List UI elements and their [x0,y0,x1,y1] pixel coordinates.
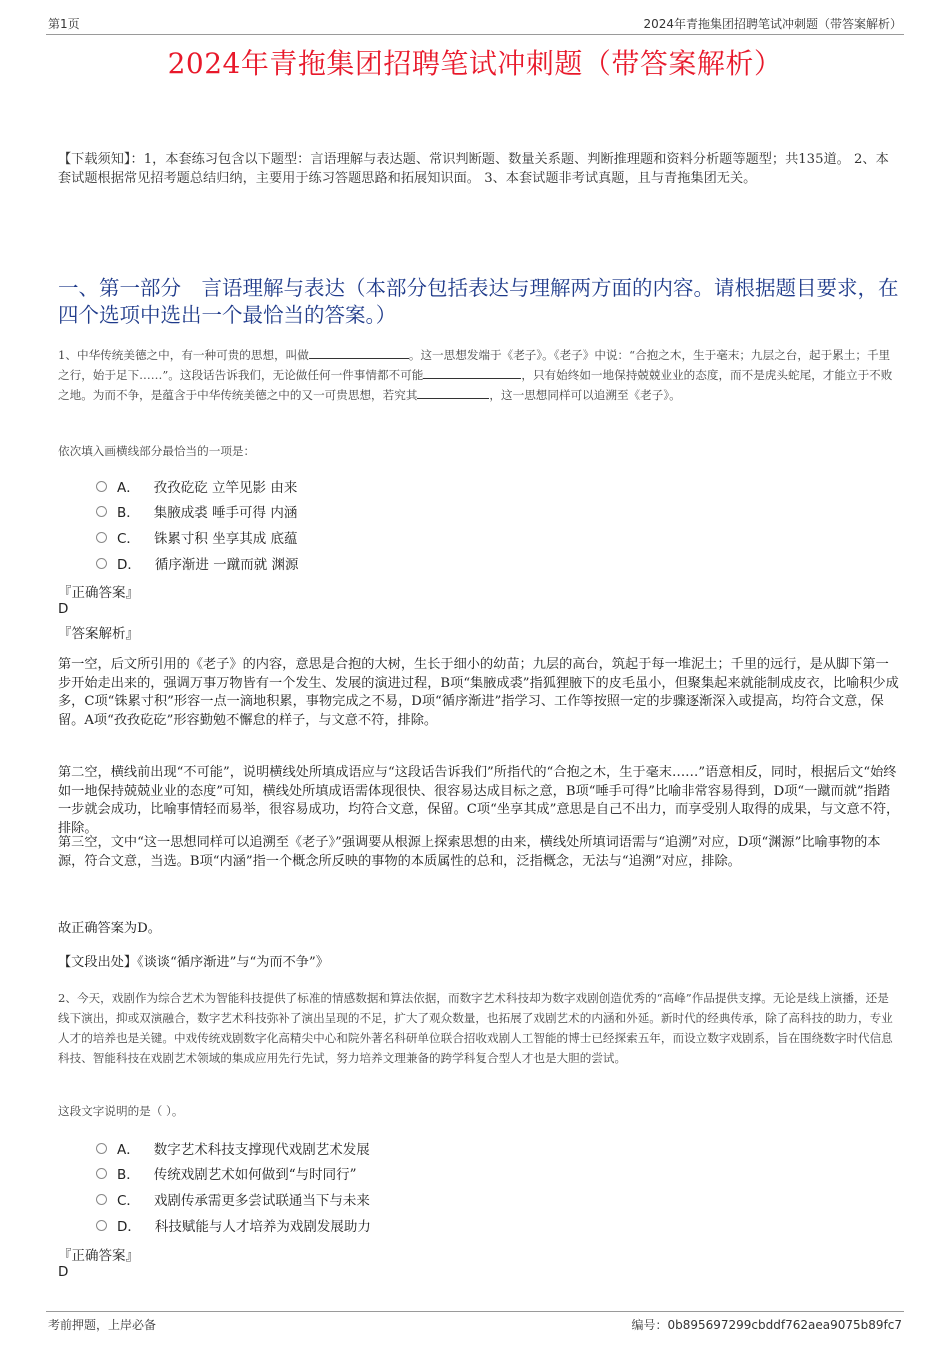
radio-icon[interactable] [96,506,107,517]
question-2-stem: 2、今天，戏剧作为综合艺术为智能科技提供了标准的情感数据和算法依据，而数字艺术科技却为数字戏剧创造优秀的“高峰”作品提供支撑。无论是线上演播，还是线下演出，抑或双演融合，数字艺术科技弥补了演出呈现的不足，扩大了观众数量，也拓展了戏剧艺术的内涵和外延。新时代的经典传承，除了高科技的助力，专业人才的培养也是关键。中戏传统戏剧数字化高精尖中心和院外著名科研单位联合招收戏剧人工智能的博士已经探索五年，而设立数字戏剧系，旨在围绕数字时代信息科技、智能科技在戏剧艺术领域的集成应用先行先试，努力培养文理兼备的跨学科复合型人才也是大胆的尝试。 [58,991,893,1065]
option-b[interactable]: B． 集腋成裘 唾手可得 内涵 [96,500,297,522]
fill-blank [309,345,409,359]
radio-icon[interactable] [96,481,107,492]
analysis-paragraph-3: 第三空，文中“这一思想同样可以追溯至《老子》”强调要从根源上探索思想的由来，横线处所填词语需与“追溯”对应，D项“渊源”比喻事物的本源，符合文意，当选。B项“内涵”指一个概念所反映的事物的本质属性的总和，泛指概念，无法与“追溯”对应，排除。 [58,835,881,869]
option-c[interactable]: C． 铢累寸积 坐享其成 底蕴 [96,526,298,548]
correct-answer: D [58,1264,69,1280]
option-b[interactable]: B． 传统戏剧艺术如何做到“与时同行” [96,1162,357,1184]
download-notice: 【下载须知】：1，本套练习包含以下题型：言语理解与表达题、常识判断题、数量关系题、判断推理题和资料分析题等题型；共135道。 2、本套试题根据常见招考题总结归纳，主要用于练习答题思路和拓展知识面。 3、本套试题非考试真题，且与青拖集团无关。 [58,152,889,186]
correct-answer-label: 『正确答案』 [58,585,139,601]
radio-icon[interactable] [96,1194,107,1205]
fill-blank [423,365,521,379]
option-c[interactable]: C． 戏剧传承需更多尝试联通当下与未来 [96,1188,370,1210]
header-doc-title: 2024年青拖集团招聘笔试冲刺题（带答案解析） [643,17,902,31]
page-number: 第1页 [48,17,80,31]
analysis-paragraph-2: 第二空，横线前出现“不可能”，说明横线处所填成语应与“这段话告诉我们”所指代的“合抱之木，生于毫末……”语意相反，同时，根据后文“始终如一地保持兢兢业业的态度”可知，横线处所填成语需体现很快、很容易达成目标之意，B项“唾手可得”比喻非常容易得到，D项“一蹴而就”指踏一步就会成功，比喻事情轻而易举，很容易成功，均符合文意，保留。C项“坐享其成”意思是自己不出力，而享受别人取得的成果，与文意不符，排除。 [58,765,900,836]
analysis-paragraph-1: 第一空，后文所引用的《老子》的内容，意思是合抱的大树，生长于细小的幼苗；九层的高台，筑起于每一堆泥土；千里的远行，是从脚下第一步开始走出来的，强调万事万物皆有一个发生、发展的演进过程，B项“集腋成裘”指狐狸腋下的皮毛虽小，但聚集起来就能制成皮衣，比喻积少成多，C项“铢累寸积”形容一点一滴地积累，事物完成之不易，D项“循序渐进”指学习、工作等按照一定的步骤逐渐深入或提高，均符合文意，保留。A项“孜孜矻矻”形容勤勉不懈怠的样子，与文意不符，排除。 [58,657,899,728]
radio-icon[interactable] [96,1220,107,1231]
radio-icon[interactable] [96,558,107,569]
correct-answer-label: 『正确答案』 [58,1248,139,1264]
option-d[interactable]: D． 循序渐进 一蹴而就 渊源 [96,552,299,574]
section-heading: 一、第一部分 言语理解与表达（本部分包括表达与理解两方面的内容。请根据题目要求，在四个选项中选出一个最恰当的答案。） [58,276,899,327]
page-footer [46,1311,904,1336]
source-citation: 【文段出处】《谈谈“循序渐进”与“为而不争”》 [58,955,329,970]
fill-blank [417,385,489,399]
correct-answer: D [58,601,69,617]
question-1-prompt: 依次填入画横线部分最恰当的一项是： [58,444,256,458]
radio-icon[interactable] [96,1168,107,1179]
radio-icon[interactable] [96,532,107,543]
question-2-prompt: 这段文字说明的是（ ）。 [58,1104,184,1118]
option-d[interactable]: D． 科技赋能与人才培养为戏剧发展助力 [96,1214,371,1236]
page-header [46,12,904,35]
radio-icon[interactable] [96,1143,107,1154]
document-id: 编号：0b895697299cbddf762aea9075b89fc7 [631,1318,902,1332]
option-a[interactable]: A． 孜孜矻矻 立竿见影 由来 [96,475,297,497]
analysis-label: 『答案解析』 [58,626,139,642]
document-title: 2024年青拖集团招聘笔试冲刺题（带答案解析） [167,47,783,80]
option-a[interactable]: A． 数字艺术科技支撑现代戏剧艺术发展 [96,1137,370,1159]
question-1-stem: 1、中华传统美德之中，有一种可贵的思想，叫做 。这一思想发端于《老子》。《老子》中说：“合抱之木，生于毫末；九层之台，起于累土；千里之行，始于足下……”。这段话告诉我们，无论做任何一件事情都不可能 ，只有始终如一地保持兢兢业业的态度，而不是虎头蛇尾，才能立于不败之地。为而不争，是蕴含于中华传统美德之中的又一可贵思想，若究其 ，这一思想同样可以追溯至《老子》。 [58,345,900,405]
analysis-conclusion: 故正确答案为D。 [58,921,161,936]
footer-slogan: 考前押题，上岸必备 [48,1318,157,1332]
